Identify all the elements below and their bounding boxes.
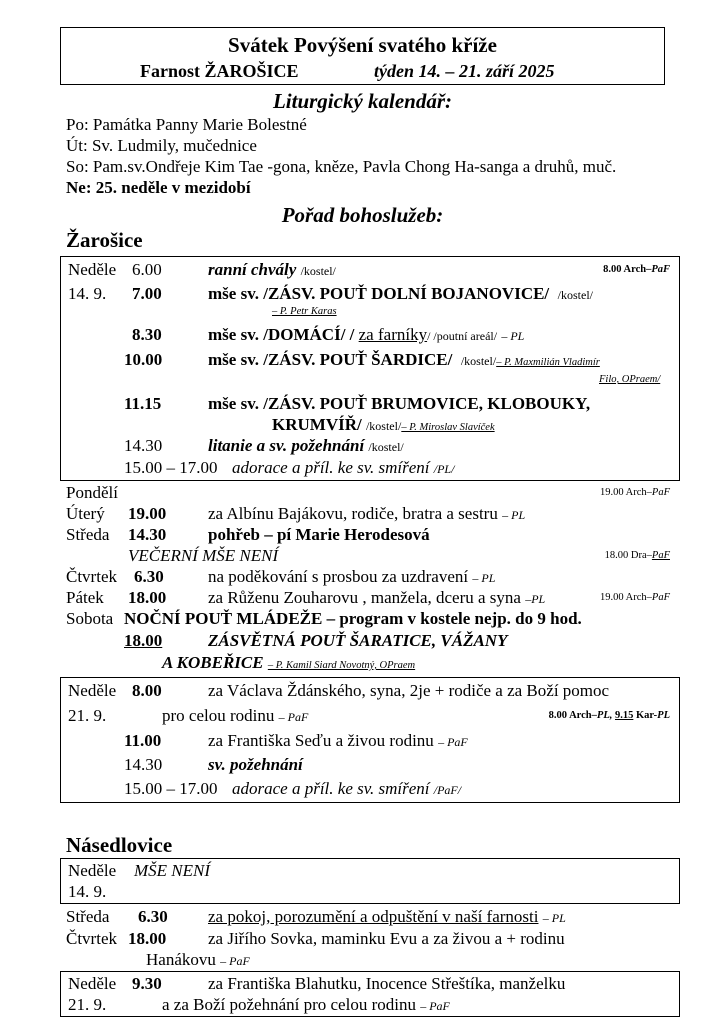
- priest-schedule: [605, 550, 670, 561]
- day-label: Neděle: [68, 260, 117, 279]
- day-label: Sobota: [66, 609, 114, 628]
- time: 14.30: [124, 755, 163, 774]
- priest-abbr: PaF: [651, 550, 670, 561]
- service: [208, 260, 336, 280]
- priest-abbr: – PaF: [220, 954, 250, 968]
- time: 8.00: [132, 681, 162, 700]
- priest-abbr: PL: [657, 710, 670, 721]
- date-label: 21. 9.: [68, 706, 107, 725]
- time: 6.00: [132, 260, 162, 279]
- priest-abbr: – PaF: [278, 710, 309, 724]
- priest-name: Filo, OPraem/: [599, 374, 661, 385]
- day-label: Čtvrtek: [66, 929, 117, 948]
- time: 18.00: [124, 631, 163, 650]
- priest-schedule-text: 8.00 Arch–: [548, 710, 597, 721]
- priest-abbr: PaF: [651, 264, 670, 275]
- service: [208, 907, 566, 927]
- service: [272, 415, 495, 435]
- date-label: 14. 9.: [68, 882, 107, 901]
- service: [208, 350, 600, 370]
- service-title: VEČERNÍ MŠE NENÍ: [128, 546, 279, 565]
- date-label: 14. 9.: [68, 284, 107, 303]
- priest-schedule-text: Kar-: [635, 710, 658, 721]
- service-title: za Albínu Bajákovu, rodiče, bratra a sestru: [208, 504, 498, 523]
- service-title: ZÁSVĚTNÁ POUŤ ŠARATICE, VÁŽANY: [208, 631, 508, 650]
- service: [162, 653, 415, 673]
- time: 8.30: [132, 325, 162, 344]
- parish-name: Farnost ŽAROŠICE: [140, 61, 299, 81]
- day-label: Pátek: [66, 588, 104, 607]
- service: [208, 504, 525, 524]
- service-title: adorace a příl. ke sv. smíření: [232, 458, 430, 477]
- time: 9.30: [132, 974, 162, 993]
- service-place: /kostel/: [557, 288, 593, 302]
- service: [162, 706, 308, 726]
- service: [208, 436, 404, 456]
- time: 14.30: [124, 436, 163, 455]
- service-title: adorace a příl. ke sv. smíření: [232, 779, 430, 798]
- priest-name: – P. Petr Karas: [272, 306, 337, 317]
- calendar-line: So: Pam.sv.Ondřeje Kim Tae -gona, kněze, Pavla Chong Ha-sanga a druhů, muč.: [66, 157, 617, 176]
- service: [232, 779, 461, 799]
- priest-schedule-text: 19.00 Arch–: [600, 487, 652, 498]
- service: [208, 284, 593, 304]
- service: [208, 588, 545, 608]
- priest-abbr: – PaF: [438, 735, 468, 749]
- day-label: Čtvrtek: [66, 567, 117, 586]
- service-title: za Růženu Zouharovu , manžela, dceru a syna: [208, 588, 521, 607]
- time: 18.00: [128, 588, 167, 607]
- service: [232, 458, 454, 478]
- service-title: mše sv. /ZÁSV. POUŤ DOLNÍ BOJANOVICE/: [208, 284, 550, 303]
- time: 15.00 – 17.00: [124, 458, 218, 477]
- service-title: litanie a sv. požehnání: [208, 436, 365, 455]
- service-place: / /poutní areál/: [427, 329, 498, 343]
- priest-name: – P. Miroslav Slavíček: [401, 422, 495, 433]
- service-title: A KOBEŘICE: [162, 653, 264, 672]
- time: 6.30: [134, 567, 164, 586]
- service-title: na poděkování s prosbou za uzdravení: [208, 567, 469, 586]
- service-intention: za farníky: [358, 325, 428, 344]
- date-label: 21. 9.: [68, 995, 107, 1014]
- priest-schedule-text: 8.00 Arch–: [603, 264, 652, 275]
- service-title: za Františka Seďu a živou rodinu: [208, 731, 434, 750]
- priest-abbr: PaF: [651, 592, 670, 603]
- service-title: sv. požehnání: [208, 755, 303, 774]
- priest-abbr: – PL: [502, 508, 526, 522]
- priest-schedule-text: 19.00 Arch–: [600, 592, 652, 603]
- service-title: mše sv. /DOMÁCÍ/ /: [208, 325, 359, 344]
- time: 15.00 – 17.00: [124, 779, 218, 798]
- priest-abbr: PaF: [651, 487, 670, 498]
- page-title: Svátek Povýšení svatého kříže: [228, 33, 497, 57]
- service: [146, 950, 250, 970]
- service-title: za pokoj, porozumění a odpuštění v naší farnosti: [208, 907, 539, 926]
- service-title: za Františka Blahutku, Inocence Střeštíka, manželku: [208, 974, 566, 993]
- priest-schedule-text: 18.00 Dra–: [604, 550, 652, 561]
- week-range: týden 14. – 21. září 2025: [374, 61, 555, 81]
- priest-abbr: – PL: [542, 911, 566, 925]
- priest-name: – P. Kamil Siard Novotný, OPraem: [267, 660, 416, 671]
- time: 6.30: [138, 907, 168, 926]
- service-place: /kostel/: [460, 354, 497, 368]
- service-title: za Václava Ždánského, syna, 2je + rodiče a za Boží pomoc: [208, 681, 610, 700]
- priest-abbr: – PL: [501, 329, 525, 343]
- day-label: Pondělí: [66, 483, 118, 502]
- service: [162, 995, 450, 1015]
- priest-schedule: [600, 592, 670, 603]
- services-heading: Pořad bohoslužeb:: [281, 203, 444, 227]
- service-title: mše sv. /ZÁSV. POUŤ BRUMOVICE, KLOBOUKY,: [208, 394, 591, 413]
- service-title: NOČNÍ POUŤ MLÁDEŽE – program v kostele nejp. do 9 hod.: [124, 609, 582, 628]
- service-title: pohřeb – pí Marie Herodesová: [208, 525, 430, 544]
- priest-schedule: [603, 264, 670, 275]
- service-place: /kostel/: [368, 440, 404, 454]
- priest-abbr: /PaF/: [433, 783, 462, 797]
- time: 7.00: [132, 284, 162, 303]
- service-title: KRUMVÍŘ/: [272, 415, 362, 434]
- service-title: mše sv. /ZÁSV. POUŤ ŠARDICE/: [208, 350, 453, 369]
- service: [208, 567, 495, 587]
- time: 11.00: [124, 731, 162, 750]
- service-title: Hanákovu: [146, 950, 216, 969]
- calendar-heading: Liturgický kalendář:: [272, 89, 453, 113]
- section-zarosice: Žarošice: [66, 228, 143, 252]
- service-title: MŠE NENÍ: [134, 861, 211, 880]
- service-place: /kostel/: [300, 264, 336, 278]
- service: [208, 731, 468, 751]
- calendar-line: Po: Památka Panny Marie Bolestné: [66, 115, 307, 134]
- service: [208, 325, 524, 345]
- calendar-line: Ne: 25. neděle v mezidobí: [66, 178, 251, 197]
- day-label: Středa: [66, 525, 110, 544]
- time: 18.00: [128, 929, 167, 948]
- section-nasedlovice: Násedlovice: [66, 833, 173, 857]
- service-place: /kostel/: [365, 419, 402, 433]
- day-label: Neděle: [68, 861, 117, 880]
- time: 11.15: [124, 394, 162, 413]
- priest-abbr: –PL: [525, 592, 546, 606]
- time: 19.00: [128, 504, 167, 523]
- time: 14.30: [128, 525, 167, 544]
- service-title: za Jiřího Sovka, maminku Evu a za živou a + rodinu: [208, 929, 565, 948]
- priest-abbr: /PL/: [433, 462, 455, 476]
- priest-abbr: PL,: [596, 710, 613, 721]
- priest-schedule: [600, 487, 670, 498]
- priest-name: – P. Maxmilián Vladimír: [496, 357, 600, 368]
- priest-abbr: – PL: [472, 571, 496, 585]
- day-label: Neděle: [68, 681, 117, 700]
- time: 10.00: [124, 350, 163, 369]
- priest-schedule: [549, 710, 670, 721]
- service-title: pro celou rodinu: [162, 706, 275, 725]
- priest-time: 9.15: [614, 710, 634, 721]
- day-label: Neděle: [68, 974, 117, 993]
- service-title: a za Boží požehnání pro celou rodinu: [162, 995, 416, 1014]
- day-label: Úterý: [66, 504, 105, 523]
- service-title: ranní chvály: [208, 260, 297, 279]
- calendar-line: Út: Sv. Ludmily, mučednice: [66, 136, 257, 155]
- priest-abbr: – PaF: [420, 999, 450, 1013]
- day-label: Středa: [66, 907, 110, 926]
